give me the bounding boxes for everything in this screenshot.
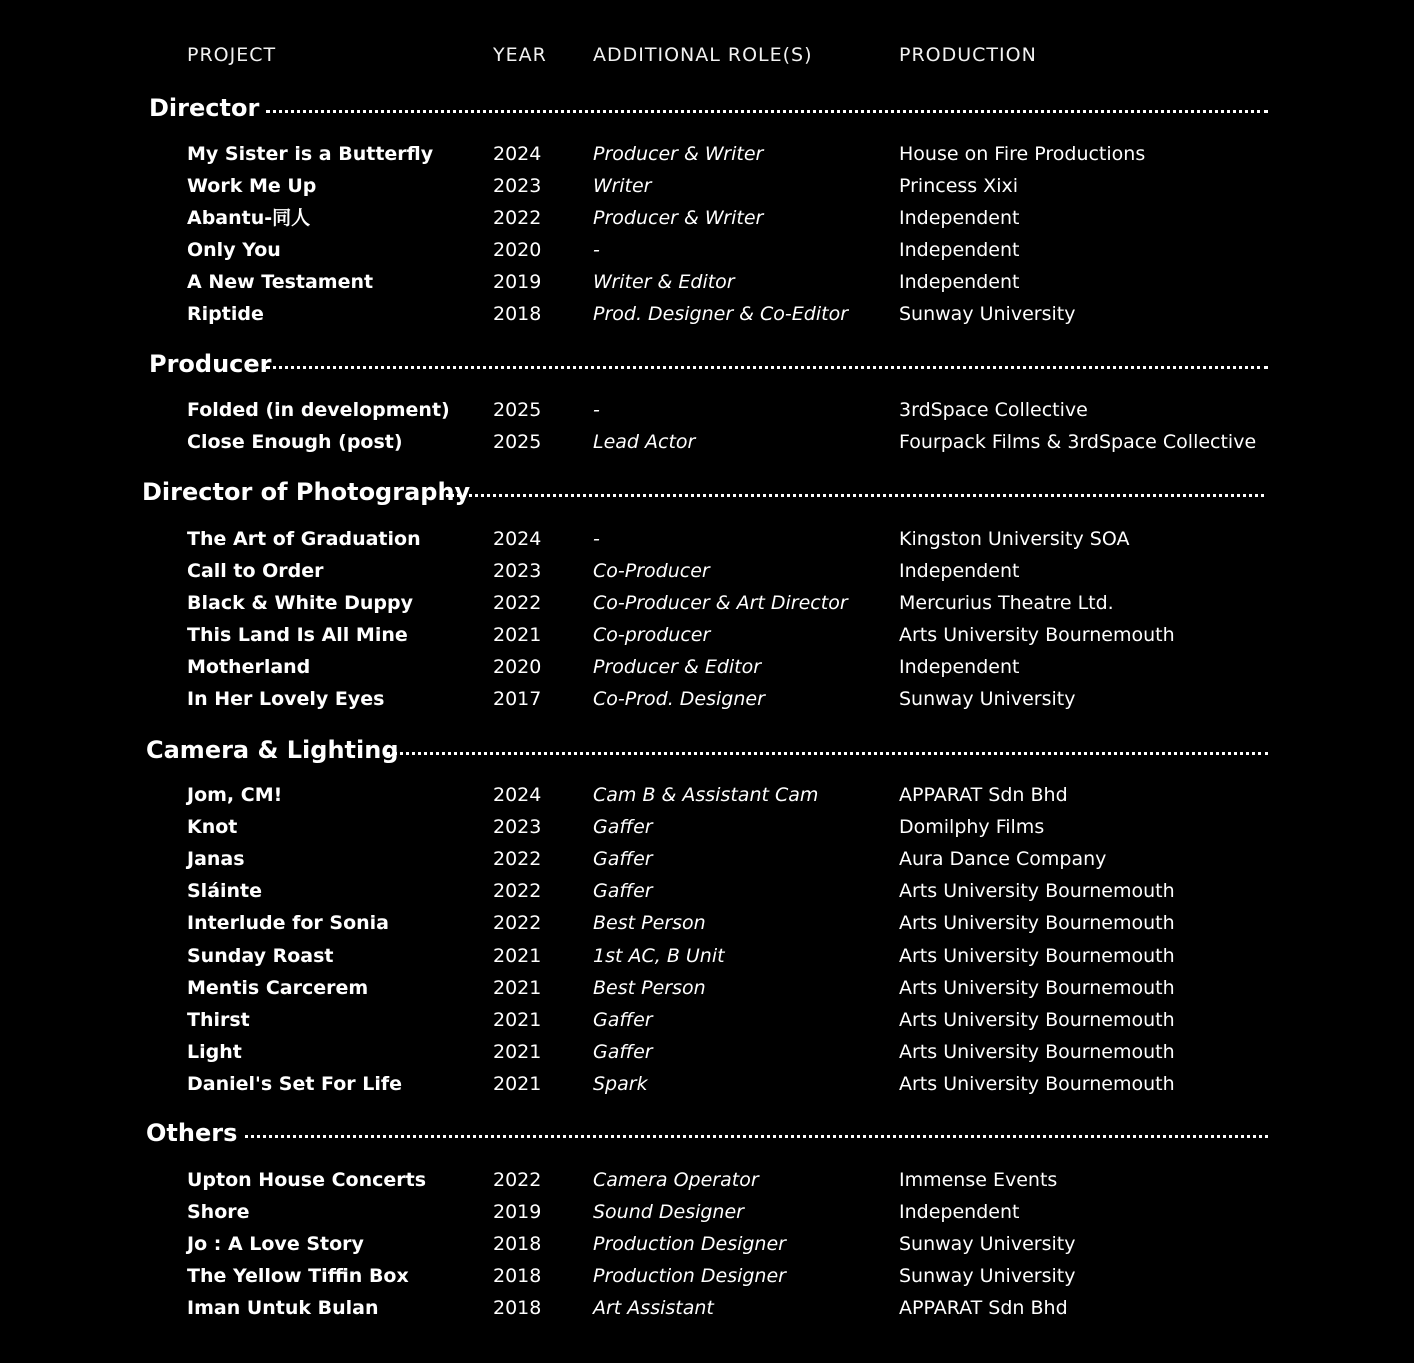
project-name: Interlude for Sonia [187,912,389,934]
project-production: Independent [899,560,1020,582]
project-name: Only You [187,239,281,261]
project-production: Independent [899,656,1020,678]
project-name: A New Testament [187,271,374,293]
table-row [0,1196,1414,1228]
project-production: Fourpack Films & 3rdSpace Collective [899,431,1257,453]
project-name: Light [187,1041,242,1063]
project-role: Sound Designer [593,1201,744,1223]
project-name: Close Enough (post) [187,431,403,453]
section-title: Camera & Lighting [146,736,399,764]
project-name: The Art of Graduation [187,528,421,550]
project-production: Kingston University SOA [899,528,1130,550]
project-production: Immense Events [899,1169,1058,1191]
project-production: House on Fire Productions [899,143,1146,165]
project-name: Janas [187,848,245,870]
project-role: Best Person [593,977,706,999]
project-year: 2021 [493,1073,542,1095]
project-production: Domilphy Films [899,816,1045,838]
table-row [0,907,1414,939]
project-role: Production Designer [593,1265,786,1287]
project-year: 2019 [493,271,542,293]
project-year: 2022 [493,1169,542,1191]
table-row [0,843,1414,875]
project-role: Writer & Editor [593,271,735,293]
project-year: 2021 [493,624,542,646]
project-role: Best Person [593,912,706,934]
project-name: Folded (in development) [187,399,450,421]
table-row [0,1068,1414,1100]
project-name: Thirst [187,1009,250,1031]
project-name: Jom, CM! [187,784,283,806]
project-year: 2025 [493,431,542,453]
project-year: 2020 [493,656,542,678]
project-year: 2022 [493,207,542,229]
project-role: Gaffer [593,1041,653,1063]
section-title: Director of Photography [142,478,471,506]
project-role: - [593,528,600,550]
project-production: 3rdSpace Collective [899,399,1088,421]
project-production: Arts University Bournemouth [899,624,1175,646]
table-row [0,972,1414,1004]
project-role: Cam B & Assistant Cam [593,784,819,806]
table-row [0,138,1414,170]
project-name: In Her Lovely Eyes [187,688,385,710]
project-production: APPARAT Sdn Bhd [899,1297,1068,1319]
project-role: Lead Actor [593,431,696,453]
project-production: Arts University Bournemouth [899,880,1175,902]
project-year: 2023 [493,175,542,197]
table-row [0,394,1414,426]
project-name: Knot [187,816,238,838]
project-year: 2025 [493,399,542,421]
project-role: Gaffer [593,880,653,902]
section-divider [446,494,1264,497]
table-row [0,619,1414,651]
project-production: Sunway University [899,1233,1076,1255]
project-role: Gaffer [593,848,653,870]
column-header-project: PROJECT [187,44,277,66]
project-production: Arts University Bournemouth [899,977,1175,999]
section-title: Director [149,94,260,122]
project-year: 2020 [493,239,542,261]
project-year: 2022 [493,912,542,934]
project-role: Producer & Writer [593,207,764,229]
project-production: Arts University Bournemouth [899,1041,1175,1063]
project-year: 2018 [493,1297,542,1319]
project-role: Writer [593,175,652,197]
project-role: - [593,239,600,261]
project-role: Production Designer [593,1233,786,1255]
table-row [0,1004,1414,1036]
project-name: Jo : A Love Story [187,1233,364,1255]
project-role: Spark [593,1073,648,1095]
project-production: APPARAT Sdn Bhd [899,784,1068,806]
project-year: 2022 [493,592,542,614]
project-role: Producer & Writer [593,143,764,165]
project-role: Co-producer [593,624,711,646]
project-name: Riptide [187,303,264,325]
project-year: 2024 [493,528,542,550]
project-production: Arts University Bournemouth [899,1073,1175,1095]
project-production: Aura Dance Company [899,848,1107,870]
table-row [0,1260,1414,1292]
table-row [0,1164,1414,1196]
project-role: Camera Operator [593,1169,759,1191]
project-production: Princess Xixi [899,175,1019,197]
project-name: Work Me Up [187,175,317,197]
project-year: 2024 [493,143,542,165]
project-year: 2022 [493,880,542,902]
table-row [0,1228,1414,1260]
project-role: Co-Producer [593,560,710,582]
project-production: Independent [899,1201,1020,1223]
table-row [0,170,1414,202]
project-role: Gaffer [593,1009,653,1031]
table-row [0,298,1414,330]
table-row [0,875,1414,907]
section-divider [266,366,1268,369]
project-role: 1st AC, B Unit [593,945,725,967]
table-row [0,811,1414,843]
project-name: Sláinte [187,880,263,902]
section-title: Others [146,1119,238,1147]
project-role: - [593,399,600,421]
project-production: Sunway University [899,303,1076,325]
section-divider [245,1135,1268,1138]
column-header-production: PRODUCTION [899,44,1037,66]
table-row [0,779,1414,811]
project-year: 2021 [493,1009,542,1031]
project-role: Producer & Editor [593,656,762,678]
project-production: Sunway University [899,1265,1076,1287]
project-production: Mercurius Theatre Ltd. [899,592,1114,614]
table-row [0,555,1414,587]
project-year: 2021 [493,945,542,967]
project-name: Iman Untuk Bulan [187,1297,379,1319]
table-row [0,1292,1414,1324]
project-production: Independent [899,239,1020,261]
table-row [0,202,1414,234]
project-production: Independent [899,207,1020,229]
section-divider [266,110,1268,113]
section-divider [387,752,1268,755]
project-year: 2024 [493,784,542,806]
project-name: Shore [187,1201,250,1223]
project-year: 2018 [493,303,542,325]
table-row [0,587,1414,619]
project-year: 2018 [493,1233,542,1255]
table-row [0,234,1414,266]
table-row [0,1036,1414,1068]
project-name: The Yellow Tiffin Box [187,1265,409,1287]
project-name: Motherland [187,656,311,678]
project-name: Upton House Concerts [187,1169,427,1191]
project-year: 2017 [493,688,542,710]
project-role: Co-Prod. Designer [593,688,765,710]
table-row [0,266,1414,298]
project-name: Call to Order [187,560,324,582]
project-role: Co-Producer & Art Director [593,592,848,614]
column-header-roles: ADDITIONAL ROLE(S) [593,44,813,66]
column-header-row [0,44,1414,72]
table-row [0,940,1414,972]
table-row [0,683,1414,715]
project-role: Art Assistant [593,1297,714,1319]
project-year: 2021 [493,977,542,999]
project-role: Gaffer [593,816,653,838]
section-title: Producer [149,350,272,378]
column-header-year: YEAR [493,44,547,66]
project-production: Arts University Bournemouth [899,1009,1175,1031]
project-production: Arts University Bournemouth [899,912,1175,934]
table-row [0,523,1414,555]
project-name: My Sister is a Butterfly [187,143,434,165]
project-year: 2018 [493,1265,542,1287]
project-production: Arts University Bournemouth [899,945,1175,967]
project-year: 2019 [493,1201,542,1223]
project-name: Sunday Roast [187,945,334,967]
project-name: This Land Is All Mine [187,624,408,646]
project-role: Prod. Designer & Co-Editor [593,303,849,325]
project-name: Black & White Duppy [187,592,413,614]
table-row [0,651,1414,683]
project-year: 2021 [493,1041,542,1063]
project-production: Sunway University [899,688,1076,710]
table-row [0,426,1414,458]
project-year: 2023 [493,560,542,582]
project-name: Abantu-同人 [187,207,311,229]
project-name: Daniel's Set For Life [187,1073,403,1095]
project-name: Mentis Carcerem [187,977,369,999]
project-production: Independent [899,271,1020,293]
project-year: 2022 [493,848,542,870]
project-year: 2023 [493,816,542,838]
